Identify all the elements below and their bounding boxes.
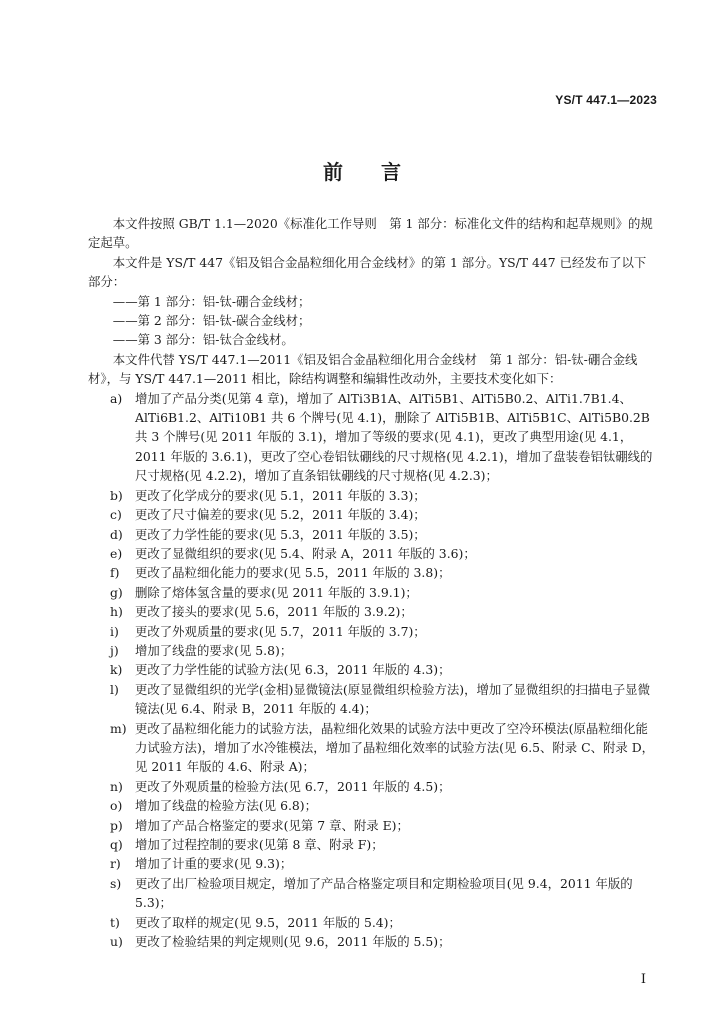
change-text: 删除了熔体氢含量的要求(见 2011 年版的 3.9.1)；: [135, 584, 418, 600]
change-text: 更改了力学性能的要求(见 5.3，2011 年版的 3.5)；: [135, 526, 426, 542]
change-label: d): [110, 526, 123, 542]
change-text: 更改了显微组织的要求(见 5.4、附录 A，2011 年版的 3.6)；: [135, 545, 476, 561]
paragraph-series-intro: 本文件是 YS/T 447《铝及铝合金晶粒细化用合金线材》的第 1 部分。YS/T 447 已经发布了以下部分：: [88, 254, 647, 290]
change-label: f): [110, 565, 120, 581]
change-item: [88, 525, 658, 544]
change-item: [88, 602, 658, 621]
change-text: 更改了显微组织的光学(金相)显微镜法(原显微组织检验方法)，增加了显微组织的扫描电子显微镜法(见 6.4、附录 B，2011 年版的 4.4)；: [135, 681, 650, 717]
change-item: [88, 641, 658, 660]
change-item: [88, 486, 658, 505]
change-label: k): [110, 662, 123, 678]
change-text: 更改了外观质量的要求(见 5.7，2011 年版的 3.7)；: [135, 623, 426, 639]
part-item: ——第 1 部分：铝-钛-硼合金线材；: [112, 293, 311, 309]
change-item: [88, 563, 658, 582]
change-item: [88, 622, 658, 641]
change-label: a): [110, 390, 123, 406]
paragraph-drafting-rule: 本文件按照 GB/T 1.1—2020《标准化工作导则 第 1 部分：标准化文件的结构和起草规则》的规定起草。: [88, 216, 653, 251]
change-label: c): [110, 507, 122, 523]
change-text: 更改了化学成分的要求(见 5.1，2011 年版的 3.3)；: [135, 487, 426, 503]
change-item: [88, 796, 658, 815]
change-item: [88, 660, 658, 679]
change-label: e): [110, 545, 123, 561]
change-label: i): [110, 623, 119, 639]
change-label: m): [110, 720, 127, 736]
change-text: 更改了晶粒细化能力的试验方法，晶粒细化效果的试验方法中更改了空冷环模法(原晶粒细化能力试验方法)，增加了水冷锥模法，增加了晶粒细化效率的试验方法(见 6.5、附录 C、附录 D，见 2011 年版的 4.6、附录 A)；: [135, 720, 655, 775]
change-item: [88, 816, 658, 835]
change-item: [88, 854, 658, 873]
change-label: p): [110, 817, 123, 833]
change-item: [88, 932, 658, 951]
changes-list: [88, 389, 658, 952]
part-item: ——第 2 部分：铝-钛-碳合金线材；: [112, 313, 311, 329]
change-text: 更改了接头的要求(见 5.6，2011 年版的 3.9.2)；: [135, 604, 413, 620]
part-item: ——第 3 部分：铝-钛合金线材。: [112, 332, 294, 348]
change-text: 更改了检验结果的判定规则(见 9.6，2011 年版的 5.5)；: [135, 934, 451, 950]
change-item: [88, 505, 658, 524]
change-label: b): [110, 487, 123, 503]
change-text: 更改了取样的规定(见 9.5，2011 年版的 5.4)；: [135, 914, 401, 930]
change-label: j): [110, 642, 119, 658]
change-label: l): [110, 681, 119, 697]
change-item: [88, 777, 658, 796]
change-text: 更改了晶粒细化能力的要求(见 5.5，2011 年版的 3.8)；: [135, 565, 451, 581]
change-label: t): [110, 914, 120, 930]
page-title: 前言: [323, 160, 439, 184]
change-text: 增加了线盘的检验方法(见 6.8)；: [135, 798, 317, 814]
change-text: 增加了计重的要求(见 9.3)；: [135, 856, 293, 872]
paragraph-replacement: 本文件代替 YS/T 447.1—2011《铝及铝合金晶粒细化用合金线材 第 1 部分：铝-钛-硼合金线材》，与 YS/T 447.1—2011 相比，除结构调整和编辑性改动外，主要技术变化如下：: [88, 351, 638, 387]
change-item: [88, 719, 658, 777]
standard-code: YS/T 447.1—2023: [555, 93, 657, 107]
change-label: o): [110, 798, 123, 814]
change-label: n): [110, 778, 123, 794]
change-label: s): [110, 875, 122, 891]
change-label: q): [110, 837, 123, 852]
change-item: [88, 389, 658, 486]
change-text: 更改了出厂检验项目规定，增加了产品合格鉴定项目和定期检验项目(见 9.4，2011 年版的 5.3)；: [135, 875, 633, 911]
change-label: r): [110, 856, 121, 872]
change-text: 增加了过程控制的要求(见第 8 章、附录 F)；: [135, 837, 384, 852]
change-text: 更改了力学性能的试验方法(见 6.3，2011 年版的 4.3)；: [135, 662, 451, 678]
change-label: g): [110, 584, 123, 600]
change-text: 增加了产品分类(见第 4 章)，增加了 AlTi3B1A、AlTi5B1、AlTi5B0.2、AlTi1.7B1.4、AlTi6B1.2、AlTi10B1 共 6 个牌号(见 4.1)，删除了 AlTi5B1B、AlTi5B1C、AlTi5B0.2B 共 3 个牌号(见 2011 年版的 3.1)，增加了等级的要求(见 4.1)，更改了典型用途(见 4.1，2011 年版的 3.6.1)，更改了空心卷铝钛硼线的尺寸规格(见 4.2.1)，增加了盘装卷铝钛硼线的尺寸规格(见 4.2.2)，增加了直条铝钛硼线的尺寸规格(见 4.2.3)；: [135, 390, 653, 484]
change-item: [88, 835, 658, 854]
change-text: 增加了产品合格鉴定的要求(见第 7 章、附录 E)；: [135, 817, 409, 833]
change-text: 更改了尺寸偏差的要求(见 5.2，2011 年版的 3.4)；: [135, 507, 426, 523]
change-item: [88, 583, 658, 602]
change-text: 增加了线盘的要求(见 5.8)；: [135, 642, 293, 658]
change-label: h): [110, 604, 123, 620]
change-item: [88, 913, 658, 932]
change-label: u): [110, 934, 123, 950]
change-item: [88, 544, 658, 563]
page-number: I: [640, 972, 646, 987]
change-item: [88, 874, 658, 913]
change-item: [88, 680, 658, 719]
document-body: [88, 214, 658, 951]
change-text: 更改了外观质量的检验方法(见 6.7，2011 年版的 4.5)；: [135, 778, 451, 794]
